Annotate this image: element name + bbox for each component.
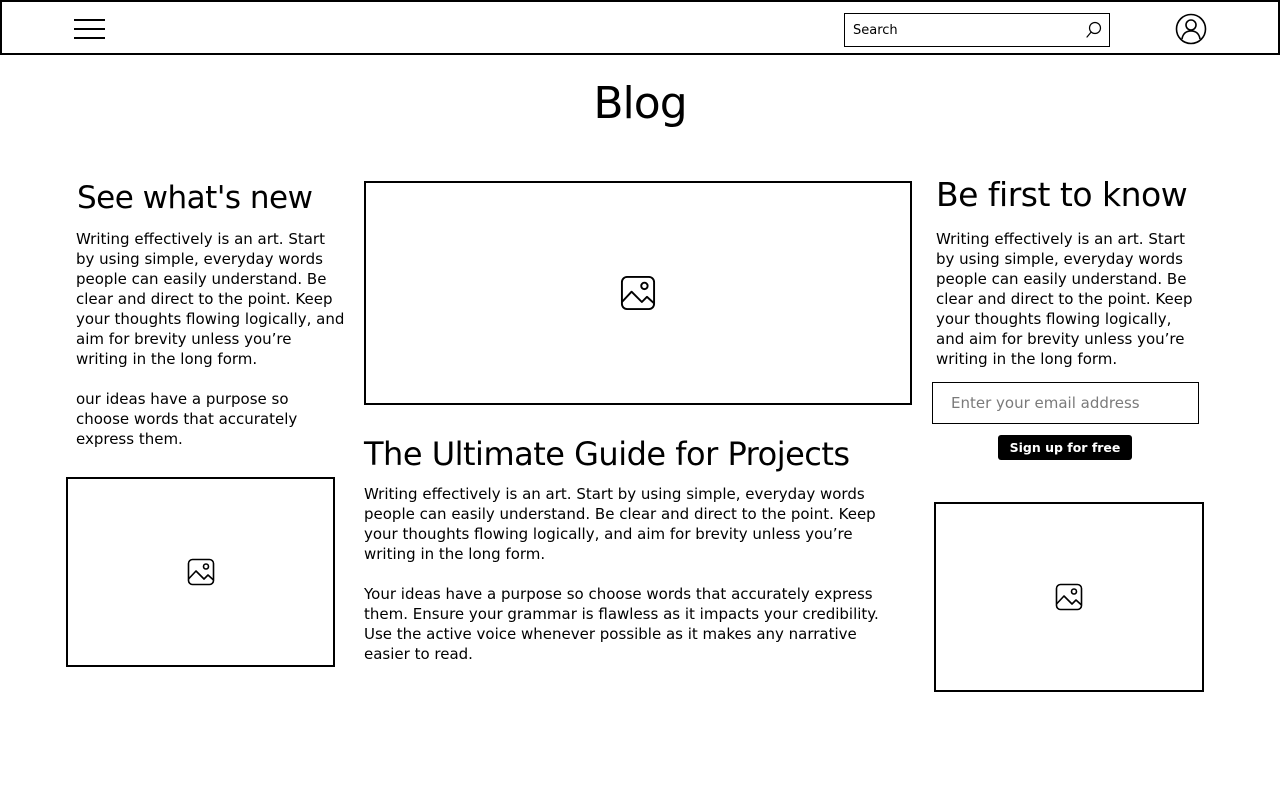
search-box — [844, 13, 1110, 47]
image-placeholder-icon — [620, 275, 656, 311]
right-section-heading: Be first to know — [936, 175, 1188, 214]
image-placeholder-icon — [1055, 583, 1083, 611]
hamburger-menu-icon[interactable] — [74, 19, 106, 41]
center-paragraph-1: Writing effectively is an art. Start by using simple, everyday words people can easily understand. Be clear and direct to the point. Keep your thoughts flowing logically, and aim for brevity unless you’re writing in the long form. — [364, 485, 876, 563]
signup-button[interactable]: Sign up for free — [998, 435, 1132, 460]
user-profile-icon[interactable] — [1175, 13, 1207, 45]
left-paragraph-2: our ideas have a purpose so choose words that accurately express them. — [76, 390, 298, 448]
center-article-heading: The Ultimate Guide for Projects — [364, 435, 850, 473]
center-paragraph-2: Your ideas have a purpose so choose words that accurately express them. Ensure your grammar is flawless as it impacts your credibility. Use the active voice whenever possible as it makes any narrative easier to read. — [364, 585, 879, 663]
right-paragraph: Writing effectively is an art. Start by using simple, everyday words people can easily understand. Be clear and direct to the point. Keep your thoughts flowing logically, and aim for brevity unless you’re writing in the long form. — [936, 230, 1193, 368]
image-placeholder-icon — [187, 558, 215, 586]
right-image-placeholder — [934, 502, 1204, 692]
left-section-heading: See what's new — [77, 180, 313, 216]
left-paragraph-1: Writing effectively is an art. Start by using simple, everyday words people can easily understand. Be clear and direct to the point. Keep your thoughts flowing logically, and aim for brevity unless you’re writing in the long form. — [76, 230, 345, 368]
page-title: Blog — [593, 78, 687, 129]
search-input[interactable] — [853, 14, 1081, 46]
featured-image-placeholder — [364, 181, 912, 405]
left-image-placeholder — [66, 477, 335, 667]
email-field[interactable] — [932, 382, 1199, 424]
search-icon[interactable] — [1085, 20, 1103, 40]
top-nav-bar — [0, 0, 1280, 55]
